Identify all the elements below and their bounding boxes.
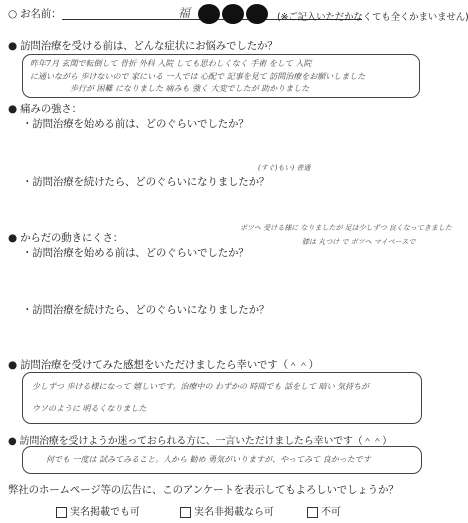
redaction-mark bbox=[246, 4, 268, 24]
movement-label: からだの動きにくさ： bbox=[20, 232, 124, 244]
impression-bullet: ● bbox=[8, 359, 17, 371]
movement-bullet: ● bbox=[8, 232, 17, 244]
advice-label: 訪問治療を受けようか迷っておられる方に、一言いただけましたら幸いです（＾＾） bbox=[19, 436, 392, 447]
name-note: (※ご記入いただかなくても全くかまいません) bbox=[277, 12, 468, 23]
option-label: 実名非掲載なら可 bbox=[194, 507, 274, 518]
q1-question bbox=[8, 38, 278, 53]
name-bullet: ○ bbox=[8, 8, 17, 20]
option-label: 不可 bbox=[321, 507, 341, 518]
impression-label: 訪問治療を受けてみた感想をいただけましたら幸いです（＾＾） bbox=[20, 359, 319, 371]
option-anonymous[interactable] bbox=[180, 503, 274, 518]
movement-note: 膝は 丸つけ で ボツヘ マイペースで bbox=[302, 238, 416, 246]
pain-bullet: ● bbox=[8, 103, 17, 115]
name-row bbox=[8, 6, 61, 21]
option-label: 実名掲載でも可 bbox=[70, 507, 140, 518]
q1-answer-line: に通いながら 歩けないので 家にいる 一人では 心配で 記事を見て 訪問治療をお願いしました bbox=[30, 72, 366, 81]
checkbox[interactable] bbox=[180, 507, 191, 518]
option-real-name[interactable] bbox=[56, 503, 140, 518]
checkbox[interactable] bbox=[307, 507, 318, 518]
advice-bullet: ● bbox=[8, 436, 17, 447]
pain-before-question: ・訪問治療を始める前は、どのぐらいでしたか？ bbox=[22, 118, 249, 130]
name-redaction bbox=[198, 3, 270, 24]
impression-answer-box bbox=[22, 372, 422, 424]
redaction-mark bbox=[198, 4, 220, 24]
redaction-mark bbox=[222, 4, 244, 24]
impression-answer-line: ウソのように 明るくなりました bbox=[32, 404, 147, 413]
q1-label: 訪問治療を受ける前は、どんな症状にお悩みでしたか？ bbox=[20, 40, 278, 52]
q1-answer-line: 歩行が 困難 になりました 痛みも 強く 大変でしたが 助かりました bbox=[70, 84, 310, 93]
publication-question: 弊社のホームページ等の広告に、このアンケートを表示してもよろしいでしょうか？ bbox=[8, 484, 399, 496]
pain-after-question: ・訪問治療を続けたら、どのぐらいになりましたか？ bbox=[22, 176, 270, 188]
pain-label: 痛みの強さ： bbox=[20, 103, 82, 115]
pain-before-note: (すぐ)もい) 普通 bbox=[258, 164, 311, 172]
movement-after-question: ・訪問治療を続けたら、どのぐらいになりましたか？ bbox=[22, 304, 270, 316]
movement-before-question: ・訪問治療を始める前は、どのぐらいでしたか？ bbox=[22, 247, 249, 259]
advice-answer-line: 何でも 一度は 試みてみること。人から 勧め 勇気がいりますが、やってみて 良かったです bbox=[46, 455, 371, 464]
pain-heading bbox=[8, 101, 82, 116]
impression-answer-line: 少しずつ 歩ける様になって 嬉しいです。治療中の わずかの 時間でも 話をして 暗い 気持ちが bbox=[32, 382, 370, 391]
impression-question bbox=[8, 357, 319, 372]
checkbox[interactable] bbox=[56, 507, 67, 518]
movement-heading bbox=[8, 230, 123, 245]
name-handwritten: 福 bbox=[178, 6, 191, 20]
q1-answer-line: 昨年7月 玄関で転倒して 骨折 外科 入院 しても思わしくなく 手術 をして 入院 bbox=[30, 59, 312, 68]
name-label: お名前： bbox=[20, 8, 62, 20]
q1-bullet: ● bbox=[8, 40, 17, 52]
advice-question bbox=[8, 432, 392, 447]
pain-after-note: ポツヘ 受ける様に なりましたが 足は少しずつ 良くなってきました bbox=[240, 224, 452, 232]
option-not-allowed[interactable] bbox=[307, 503, 341, 518]
